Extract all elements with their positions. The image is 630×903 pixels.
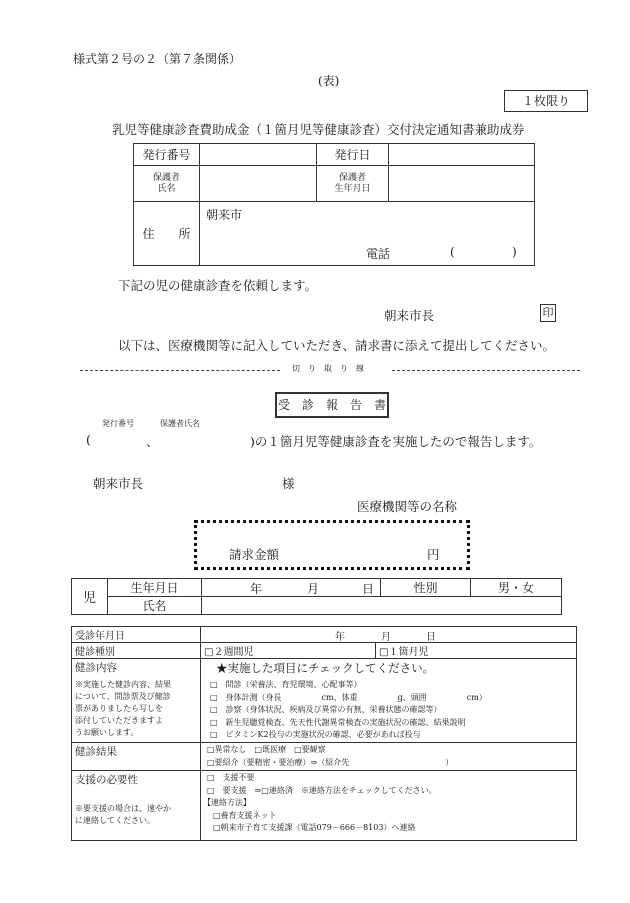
- billing-box[interactable]: [194, 520, 470, 570]
- small-issue-no: 発行番号: [102, 419, 134, 428]
- child-name-label: 氏名: [108, 597, 202, 615]
- issue-no-label: 発行番号: [134, 144, 200, 166]
- item-hearing-test[interactable]: □ 新生児聴覚検査、先天性代謝異常検査の実施状況の確認、結果説明: [210, 717, 466, 727]
- content-label-cell: [72, 659, 201, 743]
- support-label-cell: [72, 771, 201, 841]
- info-table: [133, 143, 535, 266]
- guardian-dob-label: 保護者 生年月日: [317, 166, 389, 202]
- limit-box: １枚限り: [504, 90, 588, 112]
- child-sex-options[interactable]: 男・女: [471, 579, 562, 597]
- cut-line-right: [392, 370, 580, 371]
- phone-label: 電話: [366, 247, 391, 261]
- doc-title: 乳児等健康診査費助成金（１箇月児等健康診査）交付決定通知書兼助成券: [112, 122, 525, 137]
- side-label: (表): [318, 74, 340, 88]
- contact-child-support[interactable]: □朝来市子育て支援課（電話079－666－8103）へ連絡: [213, 823, 416, 832]
- cut-line-left: [80, 370, 280, 371]
- report-comma: 、: [146, 434, 159, 449]
- issue-no-field[interactable]: [200, 144, 317, 166]
- guardian-name-label: 保護者 氏名: [134, 166, 200, 202]
- mayor2-text: 朝来市長: [93, 476, 144, 491]
- report-title: 受 診 報 告 書: [275, 392, 389, 418]
- small-guardian: 保護者氏名: [160, 419, 200, 428]
- city-text: 朝来市: [206, 208, 243, 222]
- support-needed[interactable]: □ 要支援 ⇒□連絡済 ※連絡方法をチェックしてください。: [207, 785, 437, 795]
- item-interview[interactable]: □ 問診（栄養法、育児環境、心配事等）: [210, 680, 362, 689]
- instruction-text: 以下は、医療機関等に記入していただき、請求書に添えて提出してください。: [118, 338, 556, 353]
- issue-date-field[interactable]: [389, 144, 535, 166]
- guardian-dob-field[interactable]: [389, 166, 535, 202]
- child-month: 月: [307, 582, 320, 596]
- result-line1[interactable]: □異常なし □既医療 □要観察: [207, 745, 326, 754]
- child-name-field[interactable]: [202, 597, 562, 615]
- visit-date-label: 受診年月日: [72, 627, 201, 643]
- support-options: [201, 771, 577, 841]
- support-none[interactable]: □ 支援不要: [207, 773, 255, 782]
- result-line2[interactable]: □要紹介（要精密・要治療）⇒（紹介先 ）: [207, 757, 454, 767]
- report-open: (: [86, 432, 91, 447]
- item-vitamin-k2[interactable]: □ ビタミンK2投与の実施状況の確認、必要があれば投与: [210, 730, 421, 739]
- address-label: 住 所: [134, 202, 200, 266]
- support-label: 支援の必要性: [75, 774, 138, 786]
- phone-close: ): [512, 245, 517, 259]
- visit-year: 年: [335, 632, 345, 643]
- contact-method-label: 【連絡方法】: [203, 798, 251, 807]
- child-table: [71, 578, 562, 615]
- support-note: ※要支援の場合は、速やか に連絡してください。: [75, 804, 171, 825]
- type-1m[interactable]: □１箇月児: [376, 643, 577, 659]
- form-id: 様式第２号の２（第７条関係）: [73, 52, 242, 66]
- contact-network[interactable]: □養育支援ネット: [213, 810, 277, 820]
- child-year: 年: [250, 582, 263, 596]
- content-note: ※実施した健診内容、結果 について、問診票及び健診 票がありましたら写しを 添付していただきますよ うお願いします。: [75, 680, 171, 737]
- type-label: 健診種別: [72, 643, 201, 659]
- child-dob-label: 生年月日: [108, 579, 202, 597]
- item-examination[interactable]: □ 診察（身体状況、疾病及び異常の有無、栄養状態の確認等）: [210, 705, 442, 714]
- guardian-name-field[interactable]: [200, 166, 317, 202]
- address-field[interactable]: [200, 202, 535, 266]
- visit-day: 日: [426, 632, 436, 643]
- seal-box: 印: [540, 304, 556, 322]
- yen-label: 円: [427, 547, 440, 562]
- child-sex-label: 性別: [381, 579, 471, 597]
- request-text: 下記の児の健康診査を依頼します。: [118, 278, 318, 293]
- result-options: [201, 743, 577, 771]
- sama-text: 様: [282, 476, 295, 491]
- report-sentence: )の１箇月児等健康診査を実施したので報告します。: [250, 434, 542, 449]
- content-star: ★実施した項目にチェックしてください。: [216, 661, 435, 675]
- result-label: 健診結果: [72, 743, 201, 771]
- type-2w[interactable]: □２週間児: [201, 643, 376, 659]
- child-label: 児: [72, 579, 108, 615]
- issue-date-label: 発行日: [317, 144, 389, 166]
- item-measurement[interactable]: □ 身体計測（身長 cm、体重 g、頭囲 cm）: [210, 692, 487, 702]
- visit-month: 月: [381, 632, 391, 643]
- visit-date-field[interactable]: [201, 627, 577, 643]
- child-dob-field[interactable]: [202, 579, 381, 597]
- mayor-text: 朝来市長: [384, 308, 435, 323]
- billing-label: 請求金額: [229, 547, 280, 562]
- child-day: 日: [362, 582, 375, 596]
- clinic-name-label: 医療機関等の名称: [357, 499, 458, 514]
- cut-line-label: 切 り 取 り 線: [292, 364, 364, 373]
- content-items: [201, 659, 577, 743]
- content-label: 健診内容: [75, 662, 117, 674]
- phone-open: (: [450, 245, 455, 259]
- exam-table: [71, 626, 577, 841]
